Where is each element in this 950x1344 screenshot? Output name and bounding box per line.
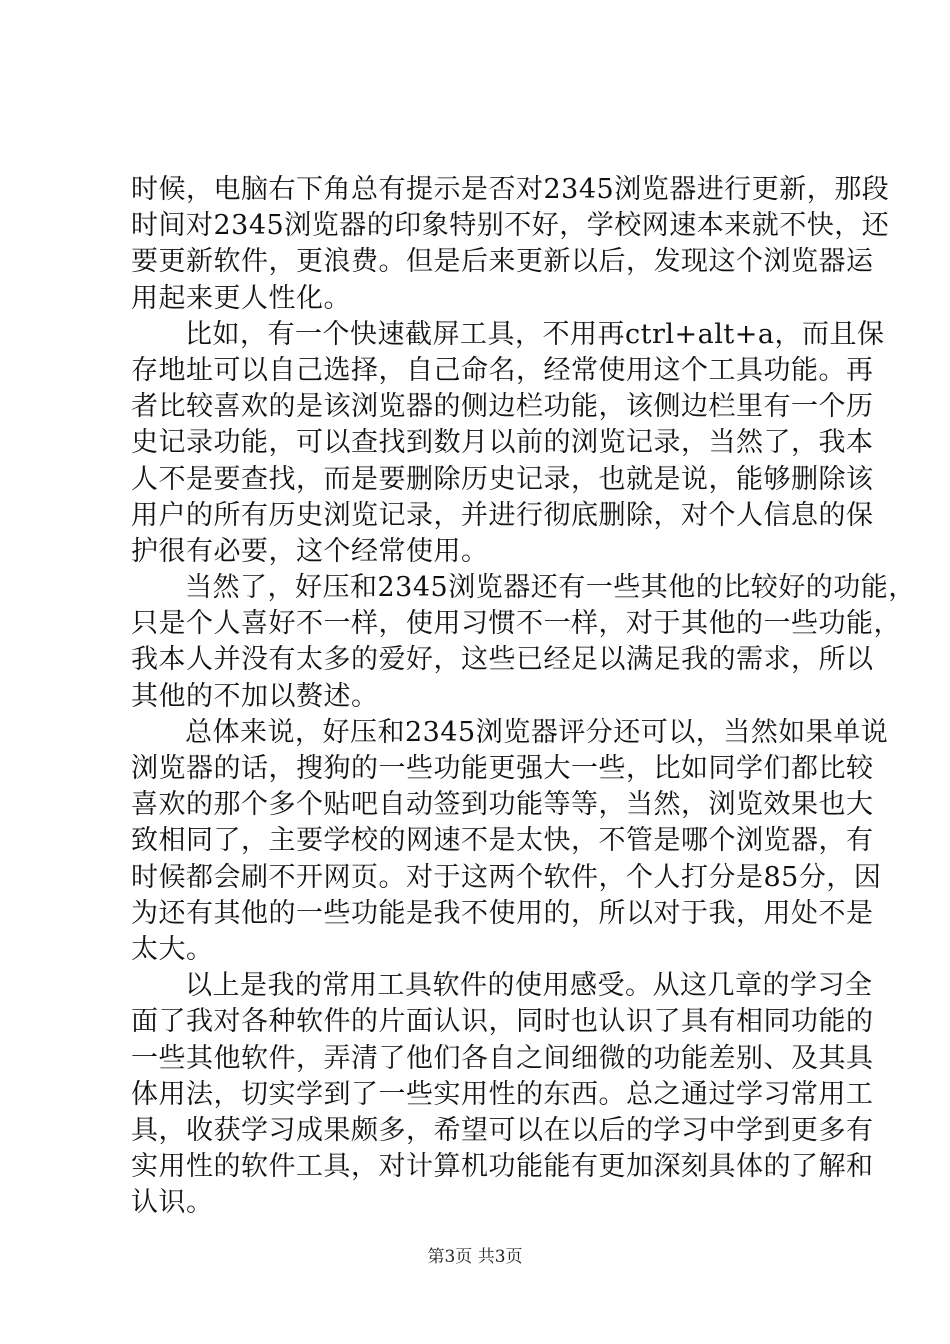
paragraph-first-line: 当然了，好压和2345浏览器还有一些其他的比较好的功能，	[185, 572, 916, 604]
text-line: 用起来更人性化。	[131, 282, 351, 314]
text-line: 护很有必要，这个经常使用。	[131, 535, 489, 567]
text-line: 喜欢的那个多个贴吧自动签到功能等等，当然，浏览效果也大	[131, 789, 874, 821]
text-line: 具，收获学习成果颇多，希望可以在以后的学习中学到更多有	[131, 1114, 874, 1146]
text-line: 认识。	[131, 1187, 214, 1219]
text-line: 体用法，切实学到了一些实用性的东西。总之通过学习常用工	[131, 1078, 874, 1110]
text-line: 一些其他软件，弄清了他们各自之间细微的功能差别、及其具	[131, 1042, 874, 1074]
page-footer: 第3页 共3页	[427, 1247, 523, 1267]
text-line: 要更新软件，更浪费。但是后来更新以后，发现这个浏览器运	[131, 246, 874, 278]
text-line: 太大。	[131, 933, 214, 965]
text-line: 致相同了，主要学校的网速不是太快，不管是哪个浏览器，有	[131, 825, 874, 857]
text-line: 实用性的软件工具，对计算机功能能有更加深刻具体的了解和	[131, 1151, 874, 1183]
text-line: 时候都会刷不开网页。对于这两个软件，个人打分是85分，因	[131, 861, 882, 893]
text-line: 为还有其他的一些功能是我不使用的，所以对于我，用处不是	[131, 897, 874, 929]
text-line: 我本人并没有太多的爱好，这些已经足以满足我的需求，所以	[131, 644, 874, 676]
text-line: 史记录功能，可以查找到数月以前的浏览记录，当然了，我本	[131, 427, 874, 459]
document-body	[131, 172, 916, 1221]
text-line: 者比较喜欢的是该浏览器的侧边栏功能，该侧边栏里有一个历	[131, 391, 874, 423]
text-line: 人不是要查找，而是要删除历史记录，也就是说，能够删除该	[131, 463, 874, 495]
text-line: 只是个人喜好不一样，使用习惯不一样，对于其他的一些功能，	[131, 608, 901, 640]
text-line: 时候，电脑右下角总有提示是否对2345浏览器进行更新，那段	[131, 174, 890, 205]
paragraph-first-line: 总体来说，好压和2345浏览器评分还可以，当然如果单说	[185, 716, 889, 748]
paragraph-first-line: 比如，有一个快速截屏工具，不用再ctrl+alt+a，而且保	[185, 318, 885, 350]
text-line: 其他的不加以赘述。	[131, 680, 379, 712]
text-line: 存地址可以自己选择，自己命名，经常使用这个工具功能。再	[131, 354, 874, 386]
text-line: 面了我对各种软件的片面认识，同时也认识了具有相同功能的	[131, 1006, 874, 1038]
text-line: 时间对2345浏览器的印象特别不好，学校网速本来就不快，还	[131, 210, 890, 242]
text-line: 用户的所有历史浏览记录，并进行彻底删除，对个人信息的保	[131, 499, 874, 531]
paragraph-first-line: 以上是我的常用工具软件的使用感受。从这几章的学习全	[185, 970, 873, 1002]
text-line: 浏览器的话，搜狗的一些功能更强大一些，比如同学们都比较	[131, 753, 874, 784]
